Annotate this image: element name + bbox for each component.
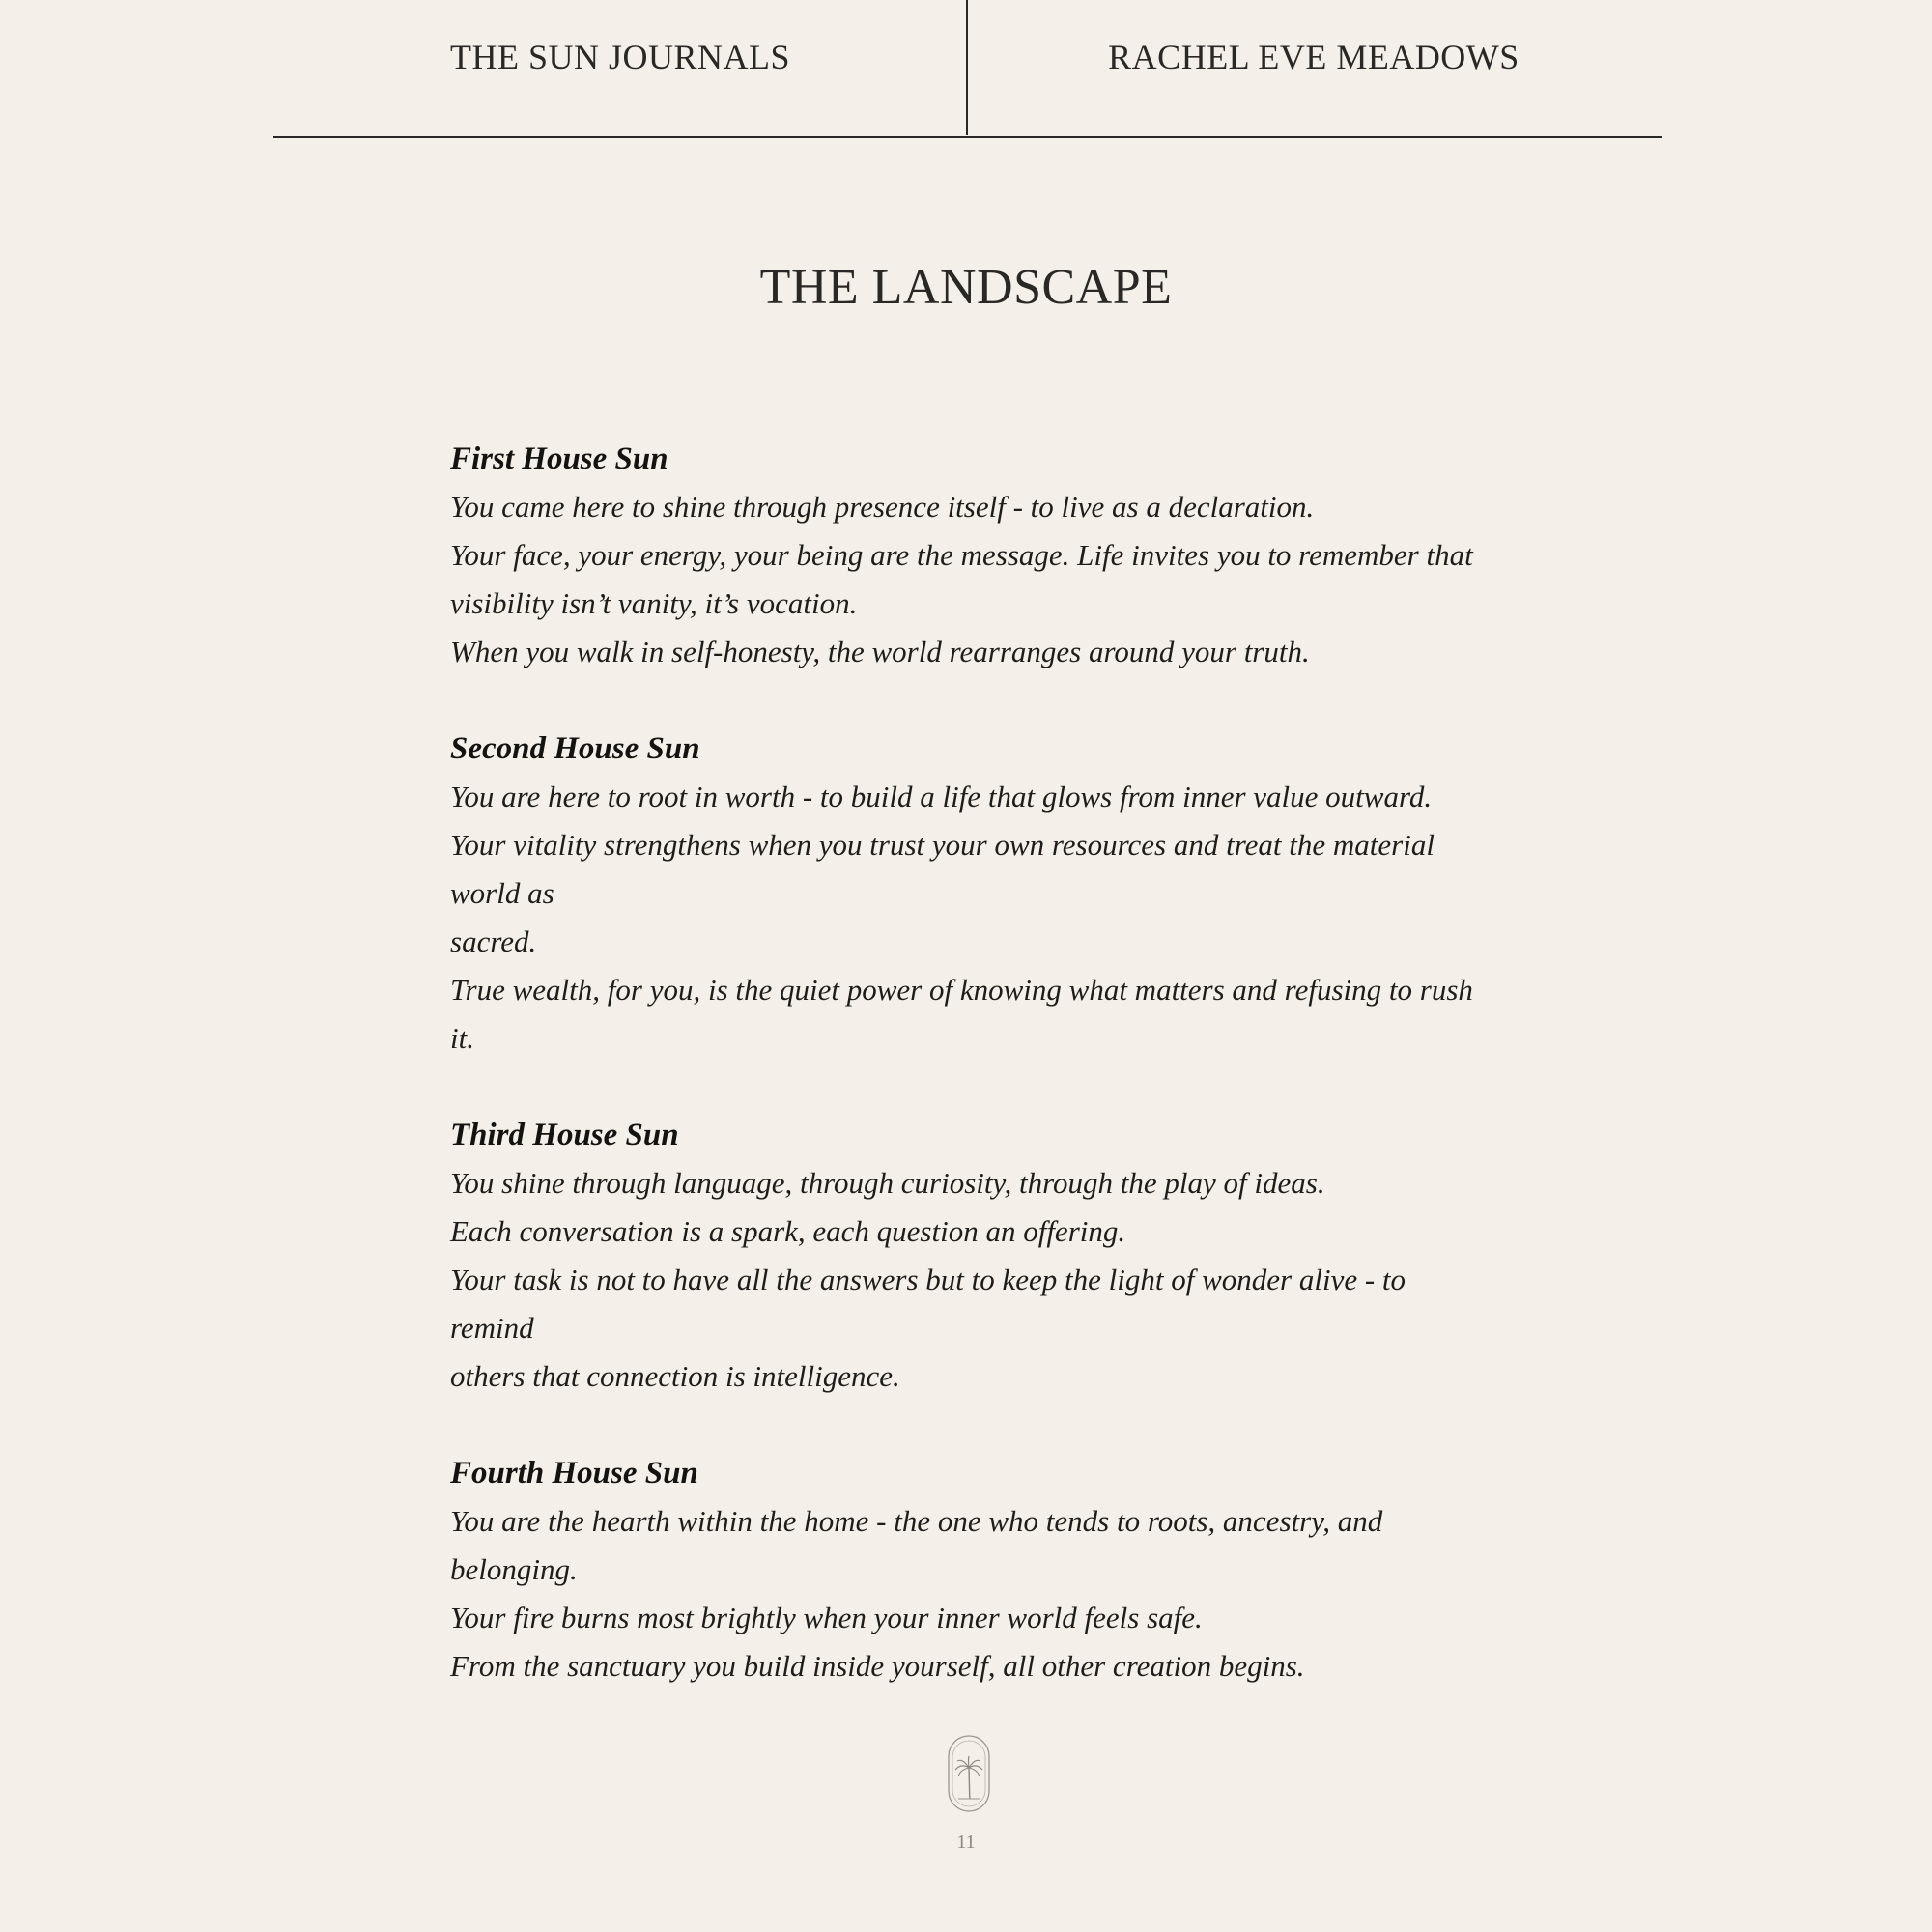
page-title: THE LANDSCAPE (759, 260, 1173, 315)
section-fourth-house (450, 1449, 1493, 1690)
section-heading: First House Sun (450, 441, 668, 476)
text-line: From the sanctuary you build inside yourself, all other creation begins. (450, 1649, 1305, 1683)
text-line: You are here to root in worth - to build a life that glows from inner value outward. (450, 780, 1433, 813)
section-second-house (450, 724, 1493, 1063)
text-line: sacred. (450, 924, 537, 958)
text-line: When you walk in self-honesty, the world rearranges around your truth. (450, 635, 1310, 668)
text-line: Your vitality strengthens when you trust your own resources and treat the material world as (450, 828, 1435, 910)
text-line: visibility isn’t vanity, it’s vocation. (450, 586, 858, 620)
author-name: RACHEL EVE MEADOWS (1108, 38, 1520, 76)
section-heading: Third House Sun (450, 1118, 679, 1152)
text-line: You came here to shine through presence itself - to live as a declaration. (450, 490, 1315, 524)
header-rule (273, 136, 1662, 138)
text-line: others that connection is intelligence. (450, 1359, 900, 1393)
text-line: You shine through language, through curiosity, through the play of ideas. (450, 1166, 1325, 1200)
section-heading: Second House Sun (450, 731, 700, 766)
text-line: Each conversation is a spark, each question an offering. (450, 1214, 1126, 1248)
text-line: Your task is not to have all the answers but to keep the light of wonder alive - to remind (450, 1263, 1406, 1345)
text-line: You are the hearth within the home - the one who tends to roots, ancestry, and belonging. (450, 1504, 1383, 1586)
section-third-house (450, 1111, 1493, 1401)
page-header (0, 0, 1932, 140)
section-heading: Fourth House Sun (450, 1456, 698, 1491)
palm-tree-arch-icon (945, 1735, 993, 1812)
section-first-house (450, 435, 1493, 676)
body-content (450, 435, 1493, 1739)
page-number: 11 (956, 1832, 976, 1853)
text-line: True wealth, for you, is the quiet power of knowing what matters and refusing to rush it. (450, 973, 1473, 1055)
journal-title: THE SUN JOURNALS (449, 38, 791, 76)
text-line: Your fire burns most brightly when your inner world feels safe. (450, 1601, 1203, 1634)
text-line: Your face, your energy, your being are the message. Life invites you to remember that (450, 538, 1473, 572)
